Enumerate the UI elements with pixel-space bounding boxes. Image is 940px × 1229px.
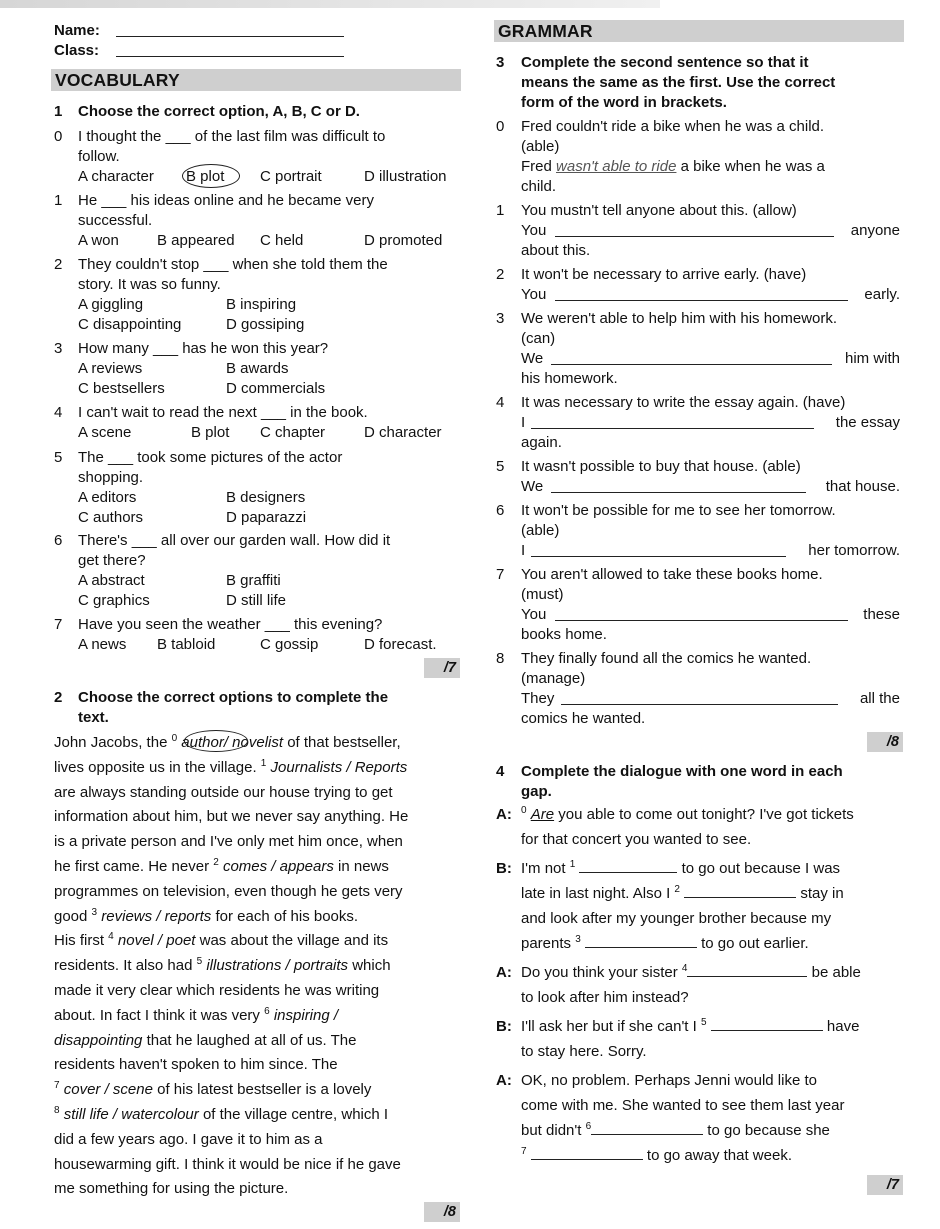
dlg-a2-l1-post: be able <box>807 964 861 981</box>
dlg-b1-l1-pre: I'm not <box>521 860 570 877</box>
ex3-item-question: (can) <box>521 330 556 347</box>
ex2-text-line <box>54 1029 356 1054</box>
text-segment: of that bestseller, <box>283 734 401 751</box>
ex1-item-number: 4 <box>54 404 63 421</box>
ex3-instruction-1: Complete the second sentence so that it <box>521 54 809 71</box>
ex2-text-line <box>54 1078 371 1103</box>
ex1-option[interactable]: A won <box>78 232 119 249</box>
ex1-item-question-cont: shopping. <box>78 469 144 486</box>
text-segment: in news <box>333 858 389 875</box>
ex1-item-number: 1 <box>54 192 63 209</box>
ex2-text-line <box>54 1053 338 1078</box>
ex1-option[interactable]: D commercials <box>226 380 326 397</box>
gap-number: 4 <box>108 931 114 943</box>
ex1-option[interactable]: B plot <box>186 168 225 185</box>
ex3-answer-start: They <box>521 690 555 707</box>
text-segment: good <box>54 907 92 925</box>
ex2-number: 2 <box>54 689 63 706</box>
speaker-b: B: <box>496 1018 512 1035</box>
ex1-option[interactable]: C held <box>260 232 304 249</box>
text-segment: John Jacobs, the <box>54 734 172 751</box>
ex3-answer-cont: comics he wanted. <box>521 710 646 727</box>
ex1-instruction: Choose the correct option, A, B, C or D. <box>78 103 360 120</box>
ex3-example-q1: Fred couldn't ride a bike when he was a child. <box>521 118 825 135</box>
ex3-answer-start: We <box>521 478 544 495</box>
ex3-answer-cont: about this. <box>521 242 591 259</box>
name-input-line[interactable] <box>116 36 344 37</box>
ex1-option[interactable]: C gossip <box>260 636 319 653</box>
ex3-item-number: 1 <box>496 202 505 219</box>
name-field <box>54 21 100 41</box>
ex3-example-prefix: Fred <box>521 158 557 175</box>
ex3-answer-end: her tomorrow. <box>808 542 900 559</box>
speaker-b: B: <box>496 860 512 877</box>
gap-number: 7 <box>54 1080 60 1092</box>
gap-5-input[interactable] <box>711 1017 823 1031</box>
ex1-option[interactable]: C portrait <box>260 168 322 185</box>
option-choice[interactable]: / novelist <box>223 734 284 751</box>
ex2-text-line <box>54 855 389 880</box>
ex3-instruction-2: means the same as the first. Use the correct <box>521 74 836 91</box>
option-choice[interactable]: author <box>177 734 224 751</box>
example-answer-circle <box>184 730 248 752</box>
ex1-option[interactable]: C graphics <box>78 592 150 609</box>
gap-number: 8 <box>54 1105 60 1116</box>
ex2-text-line <box>54 880 403 905</box>
text-segment: made it very clear which residents he was writing <box>54 982 380 999</box>
ex3-answer-blank[interactable] <box>555 300 848 301</box>
text-segment: are always standing outside our house trying to get <box>54 783 393 801</box>
ex1-item-question-cont: follow. <box>78 148 120 165</box>
ex3-answer-blank[interactable] <box>531 428 814 429</box>
ex3-answer-blank[interactable] <box>551 364 832 365</box>
dlg-a2-l2: to look after him instead? <box>521 989 689 1006</box>
ex2-instruction-line2: text. <box>78 709 109 726</box>
ex3-answer-blank[interactable] <box>531 556 786 557</box>
ex1-option[interactable]: C chapter <box>260 424 326 441</box>
gap-2-input[interactable] <box>684 884 796 898</box>
ex3-answer-cont: his homework. <box>521 370 618 387</box>
ex3-answer-start: You <box>521 222 547 239</box>
ex1-option[interactable]: D forecast. <box>364 636 437 653</box>
ex3-answer-end: anyone <box>850 222 900 239</box>
ex3-item-question: We weren't able to help him with his homework. <box>521 310 838 327</box>
text-segment: is a private person and I've only met him once, when <box>54 833 403 851</box>
text-segment: which <box>348 957 391 975</box>
gap-6-input[interactable] <box>591 1121 703 1135</box>
ex3-score: /8 <box>867 732 903 752</box>
ex2-text-line <box>54 781 393 806</box>
ex3-item-number: 5 <box>496 458 505 475</box>
ex4-number: 4 <box>496 763 505 780</box>
dlg-b2-l1-pre: I'll ask her but if she can't I <box>521 1018 701 1035</box>
gap-number-7: 7 <box>521 1146 527 1157</box>
text-segment: about. In fact I think it was very <box>54 1006 265 1024</box>
text-segment: of the village centre, which I <box>198 1106 389 1123</box>
dlg-b1-l3: and look after my younger brother because my <box>521 910 832 927</box>
gap-number: 3 <box>91 906 98 918</box>
ex1-item-question: How many ___ has he won this year? <box>78 340 329 357</box>
ex1-option[interactable]: A abstract <box>78 572 145 589</box>
ex3-item-question: They finally found all the comics he wanted. <box>521 650 812 667</box>
ex1-option[interactable]: C bestsellers <box>78 380 165 397</box>
ex1-item-question: I can't wait to read the next ___ in the book. <box>78 404 368 421</box>
text-segment: housewarming gift. I think it would be nice if he gave <box>54 1155 401 1173</box>
gap-3-input[interactable] <box>585 934 697 948</box>
ex3-item-question: It won't be necessary to arrive early. (have) <box>521 266 807 283</box>
ex2-text-line <box>54 954 391 979</box>
option-choice[interactable]: cover / scene <box>59 1081 153 1099</box>
dlg-b2-l1 <box>521 1015 859 1040</box>
ex3-example-answer <box>521 157 825 177</box>
ex1-item-number: 6 <box>54 532 63 549</box>
ex3-answer-end: early. <box>864 286 900 303</box>
ex3-example-fill: wasn't able to ride <box>556 158 677 175</box>
ex1-option[interactable]: D illustration <box>364 168 447 185</box>
ex2-score: /8 <box>424 1202 460 1222</box>
ex1-option[interactable]: A editors <box>78 489 137 506</box>
ex1-item-question: They couldn't stop ___ when she told them the <box>78 256 388 273</box>
ex3-item-question: You mustn't tell anyone about this. (allow) <box>521 202 797 219</box>
ex1-option[interactable]: D character <box>364 424 442 441</box>
ex1-option[interactable]: A scene <box>78 424 132 441</box>
option-choice[interactable]: Journalists / Reports <box>266 758 408 776</box>
ex3-example-q2: (able) <box>521 138 560 155</box>
ex2-text-line <box>54 1177 288 1202</box>
ex1-item-question: The ___ took some pictures of the actor <box>78 449 343 466</box>
ex3-item-question: You aren't allowed to take these books home. <box>521 566 823 583</box>
ex4-score: /7 <box>867 1175 903 1195</box>
ex3-item-number: 4 <box>496 394 505 411</box>
dlg-b1-l1-post: to go out because I was <box>677 860 841 877</box>
ex1-option[interactable]: A character <box>78 168 154 185</box>
dlg-b1-l2 <box>521 882 844 907</box>
gap-number-1: 1 <box>569 859 576 870</box>
ex2-text-line <box>54 929 388 954</box>
ex4-instruction-line1: Complete the dialogue with one word in each <box>521 763 843 780</box>
class-label: Class: <box>54 42 100 59</box>
ex1-item-question: He ___ his ideas online and he became very <box>78 192 375 209</box>
dlg-a3-l4 <box>521 1144 792 1169</box>
ex1-item-question-cont: get there? <box>78 552 146 569</box>
gap-number-3: 3 <box>575 934 581 945</box>
ex1-item-number: 7 <box>54 616 63 633</box>
text-segment: did a few years ago. I gave it to him as a <box>54 1130 323 1148</box>
dlg-b2-l2: to stay here. Sorry. <box>521 1043 647 1060</box>
ex3-answer-blank[interactable] <box>555 620 848 621</box>
ex1-option[interactable]: C disappointing <box>78 316 182 333</box>
dlg-b1-l2-pre: late in last night. Also I <box>521 885 675 902</box>
gap-7-input[interactable] <box>531 1146 643 1160</box>
gap-number: 5 <box>196 956 203 968</box>
ex1-item-number: 0 <box>54 128 63 145</box>
ex3-answer-start: You <box>521 606 547 623</box>
option-choice[interactable]: disappointing <box>54 1031 143 1049</box>
dlg-b1-l4 <box>521 932 809 957</box>
ex1-option[interactable]: B inspiring <box>226 296 297 313</box>
text-segment: me something for using the picture. <box>54 1180 289 1198</box>
ex3-answer-blank[interactable] <box>551 492 806 493</box>
top-decorative-bar <box>0 0 660 8</box>
ex3-item-question: (manage) <box>521 670 586 687</box>
text-segment: of his latest bestseller is a lovely <box>152 1081 372 1099</box>
answer-circle <box>182 164 240 188</box>
ex3-answer-end: all the <box>859 690 900 707</box>
ex1-item-question-cont: story. It was so funny. <box>78 276 221 293</box>
dlg-a1-l2: for that concert you wanted to see. <box>521 831 752 848</box>
ex1-score: /7 <box>424 658 460 678</box>
text-segment: for each of his books. <box>211 907 359 925</box>
ex3-answer-end: the essay <box>835 414 900 431</box>
gap-number-0: 0 <box>521 805 527 816</box>
dlg-a3-l3 <box>521 1119 830 1144</box>
gap-4-input[interactable] <box>687 963 807 977</box>
option-choice[interactable]: novel / poet <box>113 932 196 950</box>
option-choice[interactable]: comes / appears <box>218 858 334 875</box>
option-choice[interactable]: illustrations / portraits <box>202 957 349 975</box>
ex2-instruction-line1: Choose the correct options to complete the <box>78 689 389 706</box>
ex1-option[interactable]: B graffiti <box>226 572 281 589</box>
option-choice[interactable]: reviews / reports <box>97 907 212 925</box>
gap-number: 2 <box>213 857 219 868</box>
ex3-answer-end: him with <box>844 350 900 367</box>
ex1-item-number: 2 <box>54 256 63 273</box>
ex1-option[interactable]: A giggling <box>78 296 144 313</box>
ex3-example-answer-l2: child. <box>521 178 557 195</box>
ex1-option[interactable]: D still life <box>226 592 287 609</box>
dlg-a3-l3-post: to go because she <box>703 1122 830 1139</box>
dlg-b1-l4-pre: parents <box>521 935 576 952</box>
ex3-item-question: It was necessary to write the essay again. (have) <box>521 394 846 411</box>
ex2-text-line <box>54 1004 338 1029</box>
ex3-item-number: 8 <box>496 650 505 667</box>
ex3-item-number: 7 <box>496 566 505 583</box>
ex2-text-line <box>54 756 407 781</box>
ex3-answer-cont: again. <box>521 434 562 451</box>
dlg-b1-l1 <box>521 857 840 882</box>
ex1-option[interactable]: B tabloid <box>157 636 216 653</box>
dlg-b1-l2-post: stay in <box>796 885 844 902</box>
ex2-text-line <box>54 1153 401 1178</box>
speaker-a: A: <box>496 964 512 981</box>
ex3-answer-blank[interactable] <box>555 236 834 237</box>
class-input-line[interactable] <box>116 56 344 57</box>
ex3-answer-start: We <box>521 350 544 367</box>
dlg-a2-l1-pre: Do you think your sister <box>521 964 682 981</box>
ex1-number: 1 <box>54 103 63 120</box>
ex1-option[interactable]: B awards <box>226 360 289 377</box>
text-segment: His first <box>54 932 109 950</box>
ex3-item-number: 2 <box>496 266 505 283</box>
ex1-option[interactable]: B appeared <box>157 232 235 249</box>
ex1-item-number: 3 <box>54 340 63 357</box>
dlg-a2-l1 <box>521 961 861 986</box>
ex2-text-line <box>54 1103 388 1128</box>
dlg-example-answer: Are <box>530 806 555 823</box>
ex1-option[interactable]: A news <box>78 636 127 653</box>
ex3-example-number: 0 <box>496 118 505 135</box>
text-segment: he first came. He never <box>54 858 214 875</box>
ex3-answer-end: that house. <box>825 478 900 495</box>
speaker-a: A: <box>496 806 512 823</box>
class-field <box>54 41 99 61</box>
grammar-header: GRAMMAR <box>494 20 904 42</box>
ex1-option[interactable]: D promoted <box>364 232 443 249</box>
text-segment: was about the village and its <box>195 932 389 950</box>
ex1-option[interactable]: D paparazzi <box>226 509 307 526</box>
ex1-option[interactable]: A reviews <box>78 360 143 377</box>
ex3-answer-start: I <box>521 414 526 431</box>
option-choice[interactable]: inspiring / <box>269 1006 339 1024</box>
gap-number-4: 4 <box>681 963 688 974</box>
text-segment: lives opposite us in the village. <box>54 758 261 776</box>
dlg-a3-l1: OK, no problem. Perhaps Jenni would like to <box>521 1072 817 1089</box>
ex3-answer-start: You <box>521 286 547 303</box>
ex2-text-line <box>54 805 408 830</box>
gap-1-input[interactable] <box>579 859 677 873</box>
dlg-b1-l4-post: to go out earlier. <box>696 935 809 952</box>
ex3-item-question: It won't be possible for me to see her tomorrow. <box>521 502 836 519</box>
ex1-item-number: 5 <box>54 449 63 466</box>
dlg-a1 <box>521 803 854 828</box>
ex3-answer-start: I <box>521 542 526 559</box>
dlg-b2-l1-post: have <box>822 1018 860 1035</box>
ex3-number: 3 <box>496 54 505 71</box>
dlg-a3-l2: come with me. She wanted to see them last year <box>521 1097 845 1114</box>
gap-number: 0 <box>171 733 178 744</box>
dlg-a3-l3-pre: but didn't <box>521 1122 586 1139</box>
dlg-a1-text: you able to come out tonight? I've got tickets <box>554 806 854 823</box>
text-segment: residents. It also had <box>54 957 197 975</box>
ex3-item-number: 6 <box>496 502 505 519</box>
ex1-item-question: Have you seen the weather ___ this evening? <box>78 616 383 633</box>
ex4-instruction-line2: gap. <box>521 783 552 800</box>
ex3-example-suffix: a bike when he was a <box>676 158 825 175</box>
vocabulary-header: VOCABULARY <box>51 69 461 91</box>
gap-number-6: 6 <box>585 1121 592 1132</box>
text-segment: information about him, but we never say anything. He <box>54 808 409 826</box>
ex1-option[interactable]: D gossiping <box>226 316 305 333</box>
gap-number: 6 <box>264 1005 270 1017</box>
text-segment: residents haven't spoken to him since. The <box>54 1056 338 1074</box>
option-choice[interactable]: still life / watercolour <box>59 1106 199 1123</box>
ex3-item-question: It wasn't possible to buy that house. (able) <box>521 458 801 475</box>
ex3-item-question: (must) <box>521 586 564 603</box>
ex1-option[interactable]: C authors <box>78 509 144 526</box>
ex3-answer-blank[interactable] <box>561 704 838 705</box>
ex3-instruction-3: form of the word in brackets. <box>521 94 727 111</box>
gap-number-5: 5 <box>700 1017 707 1028</box>
ex3-answer-cont: books home. <box>521 626 607 643</box>
ex2-text-line <box>54 1128 322 1153</box>
gap-number: 1 <box>260 757 267 769</box>
ex1-option[interactable]: B plot <box>191 424 230 441</box>
text-segment: that he laughed at all of us. The <box>142 1031 357 1049</box>
ex2-text-line <box>54 905 358 930</box>
text-segment: programmes on television, even though he gets very <box>54 882 403 900</box>
ex3-item-question: (able) <box>521 522 560 539</box>
ex3-answer-end: these <box>863 606 900 623</box>
ex1-item-question-cont: successful. <box>78 212 153 229</box>
ex3-item-number: 3 <box>496 310 505 327</box>
ex2-text-line <box>54 830 403 855</box>
dlg-a3-l4-post: to go away that week. <box>642 1147 792 1164</box>
ex2-text-line <box>54 979 379 1004</box>
ex1-item-question: I thought the ___ of the last film was difficult to <box>78 128 386 145</box>
ex1-option[interactable]: B designers <box>226 489 306 506</box>
speaker-a: A: <box>496 1072 512 1089</box>
name-label: Name: <box>54 22 100 39</box>
ex1-item-question: There's ___ all over our garden wall. How did it <box>78 532 391 549</box>
gap-number-2: 2 <box>674 884 680 895</box>
